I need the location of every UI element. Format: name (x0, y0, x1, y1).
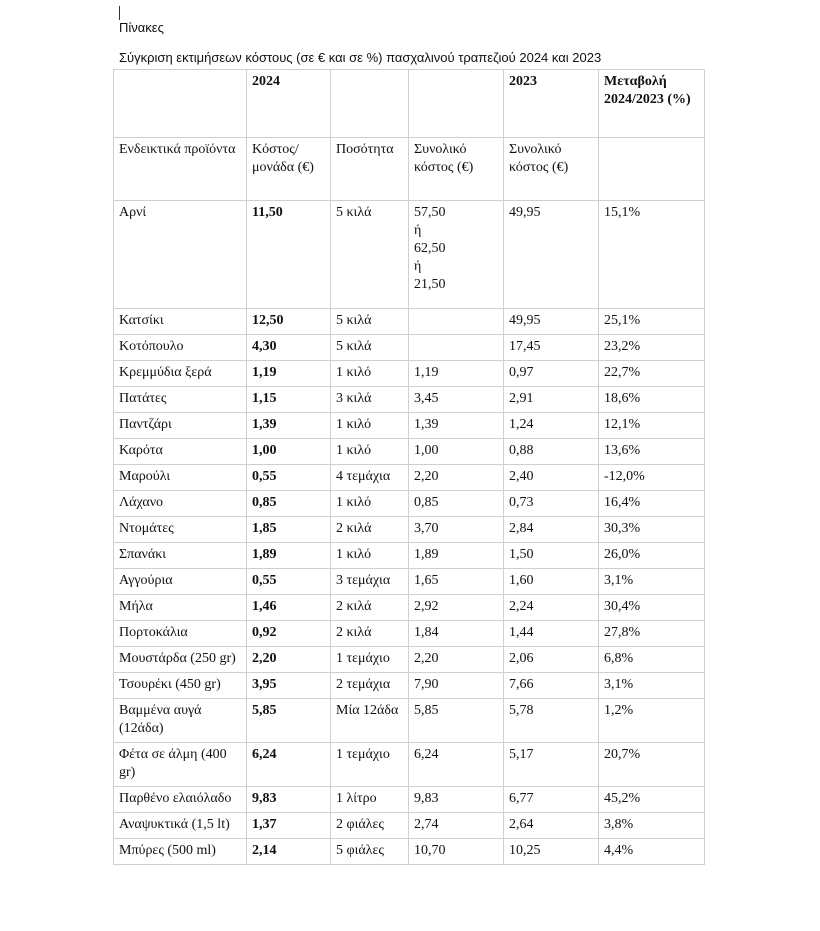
change-cell: 6,8% (599, 647, 705, 673)
table-row (114, 543, 705, 569)
total-2024-cell: 2,20 (409, 465, 504, 491)
total-2024-cell: 1,19 (409, 361, 504, 387)
table-row (114, 201, 705, 309)
total-2023-cell: 0,88 (504, 439, 599, 465)
header-cell (409, 70, 504, 138)
change-cell: 45,2% (599, 787, 705, 813)
table-row (114, 839, 705, 865)
cost-comparison-table (113, 69, 705, 865)
total-2024-cell: 9,83 (409, 787, 504, 813)
quantity-cell: 3 κιλά (331, 387, 409, 413)
column-header-product: Ενδεικτικά προϊόντα (114, 138, 247, 201)
table-row (114, 621, 705, 647)
total-2024-cell: 2,92 (409, 595, 504, 621)
product-cell: Λάχανο (114, 491, 247, 517)
product-cell: Παρθένο ελαιόλαδο (114, 787, 247, 813)
total-2023-cell: 2,84 (504, 517, 599, 543)
change-cell: 25,1% (599, 309, 705, 335)
change-cell: 20,7% (599, 743, 705, 787)
total-2024-cell (409, 309, 504, 335)
total-2023-cell: 1,50 (504, 543, 599, 569)
quantity-cell: 3 τεμάχια (331, 569, 409, 595)
total-2023-cell: 17,45 (504, 335, 599, 361)
quantity-cell: 1 κιλό (331, 491, 409, 517)
table-row (114, 813, 705, 839)
product-cell: Μαρούλι (114, 465, 247, 491)
table-row (114, 413, 705, 439)
total-2023-cell: 7,66 (504, 673, 599, 699)
quantity-cell: 5 κιλά (331, 309, 409, 335)
unit-cost-cell: 4,30 (247, 335, 331, 361)
header-cell-2023: 2023 (504, 70, 599, 138)
change-cell: 27,8% (599, 621, 705, 647)
table-column-header-row (114, 138, 705, 201)
table-row (114, 335, 705, 361)
table-row (114, 699, 705, 743)
change-cell: 18,6% (599, 387, 705, 413)
total-2024-cell: 2,74 (409, 813, 504, 839)
table-row (114, 569, 705, 595)
product-cell: Μπύρες (500 ml) (114, 839, 247, 865)
total-2024-cell: 1,89 (409, 543, 504, 569)
product-cell: Σπανάκι (114, 543, 247, 569)
quantity-cell: 1 τεμάχιο (331, 743, 409, 787)
change-cell: 16,4% (599, 491, 705, 517)
table-row (114, 361, 705, 387)
unit-cost-cell: 2,20 (247, 647, 331, 673)
column-header-total-2023: Συνολικό κόστος (€) (504, 138, 599, 201)
change-cell: 26,0% (599, 543, 705, 569)
total-2024-cell: 3,70 (409, 517, 504, 543)
product-cell: Παντζάρι (114, 413, 247, 439)
product-cell: Τσουρέκι (450 gr) (114, 673, 247, 699)
total-2023-cell: 10,25 (504, 839, 599, 865)
table-row (114, 743, 705, 787)
total-2024-cell: 1,84 (409, 621, 504, 647)
unit-cost-cell: 11,50 (247, 201, 331, 309)
total-2023-cell: 2,40 (504, 465, 599, 491)
total-2023-cell: 0,97 (504, 361, 599, 387)
change-cell: 13,6% (599, 439, 705, 465)
table-row (114, 595, 705, 621)
unit-cost-cell: 0,55 (247, 465, 331, 491)
total-2023-cell: 1,44 (504, 621, 599, 647)
unit-cost-cell: 5,85 (247, 699, 331, 743)
total-2024-cell: 5,85 (409, 699, 504, 743)
header-cell (114, 70, 247, 138)
table-row (114, 491, 705, 517)
total-2023-cell: 5,17 (504, 743, 599, 787)
unit-cost-cell: 1,85 (247, 517, 331, 543)
quantity-cell: 1 κιλό (331, 413, 409, 439)
unit-cost-cell: 1,37 (247, 813, 331, 839)
total-2023-cell: 2,91 (504, 387, 599, 413)
product-cell: Κοτόπουλο (114, 335, 247, 361)
quantity-cell: 1 τεμάχιο (331, 647, 409, 673)
header-cell-2024: 2024 (247, 70, 331, 138)
quantity-cell: 5 κιλά (331, 201, 409, 309)
total-2024-or: ή (414, 223, 422, 238)
change-cell: 4,4% (599, 839, 705, 865)
column-header-change (599, 138, 705, 201)
column-header-quantity: Ποσότητα (331, 138, 409, 201)
product-cell: Μήλα (114, 595, 247, 621)
unit-cost-cell: 0,85 (247, 491, 331, 517)
quantity-cell: 1 κιλό (331, 543, 409, 569)
header-cell-change: Μεταβολή 2024/2023 (%) (599, 70, 705, 138)
quantity-cell: 5 φιάλες (331, 839, 409, 865)
change-cell: 1,2% (599, 699, 705, 743)
total-2023-cell: 2,06 (504, 647, 599, 673)
product-cell: Αρνί (114, 201, 247, 309)
table-caption: Σύγκριση εκτιμήσεων κόστους (σε € και σε %) πασχαλινού τραπεζιού 2024 και 2023 (119, 50, 602, 65)
total-2024-cell: 1,39 (409, 413, 504, 439)
quantity-cell: 2 κιλά (331, 595, 409, 621)
total-2023-cell: 49,95 (504, 309, 599, 335)
product-cell: Πατάτες (114, 387, 247, 413)
table-row (114, 787, 705, 813)
total-2024-cell: 1,00 (409, 439, 504, 465)
product-cell: Βαμμένα αυγά (12άδα) (114, 699, 247, 743)
unit-cost-cell: 2,14 (247, 839, 331, 865)
unit-cost-cell: 9,83 (247, 787, 331, 813)
total-2024-cell: 10,70 (409, 839, 504, 865)
total-2024-cell: 3,45 (409, 387, 504, 413)
quantity-cell: 1 λίτρο (331, 787, 409, 813)
table-row (114, 439, 705, 465)
column-header-total-2024: Συνολικό κόστος (€) (409, 138, 504, 201)
product-cell: Αναψυκτικά (1,5 lt) (114, 813, 247, 839)
header-cell (331, 70, 409, 138)
unit-cost-cell: 3,95 (247, 673, 331, 699)
table-row (114, 517, 705, 543)
column-header-unit-cost: Κόστος/ μονάδα (€) (247, 138, 331, 201)
product-cell: Αγγούρια (114, 569, 247, 595)
quantity-cell: 5 κιλά (331, 335, 409, 361)
total-2023-cell: 2,64 (504, 813, 599, 839)
table-row (114, 309, 705, 335)
total-2024-cell (409, 335, 504, 361)
product-cell: Ντομάτες (114, 517, 247, 543)
table-row (114, 673, 705, 699)
total-2024-option: 21,50 (414, 277, 446, 292)
change-cell: 3,1% (599, 569, 705, 595)
unit-cost-cell: 1,00 (247, 439, 331, 465)
total-2024-cell: 2,20 (409, 647, 504, 673)
change-cell: 3,1% (599, 673, 705, 699)
total-2024-option: 57,50 (414, 205, 446, 220)
quantity-cell: 2 κιλά (331, 517, 409, 543)
quantity-cell: 1 κιλό (331, 439, 409, 465)
total-2024-cell: 7,90 (409, 673, 504, 699)
section-heading: Πίνακες (119, 20, 164, 35)
unit-cost-cell: 0,92 (247, 621, 331, 647)
total-2023-cell: 49,95 (504, 201, 599, 309)
product-cell: Καρότα (114, 439, 247, 465)
unit-cost-cell: 6,24 (247, 743, 331, 787)
change-cell: 12,1% (599, 413, 705, 439)
table-row (114, 465, 705, 491)
quantity-cell: Μία 12άδα (331, 699, 409, 743)
product-cell: Κατσίκι (114, 309, 247, 335)
unit-cost-cell: 12,50 (247, 309, 331, 335)
table-year-header-row (114, 70, 705, 138)
table-row (114, 387, 705, 413)
change-cell: 30,4% (599, 595, 705, 621)
unit-cost-cell: 1,46 (247, 595, 331, 621)
quantity-cell: 1 κιλό (331, 361, 409, 387)
unit-cost-cell: 0,55 (247, 569, 331, 595)
product-cell: Φέτα σε άλμη (400 gr) (114, 743, 247, 787)
total-2023-cell: 2,24 (504, 595, 599, 621)
change-cell: 3,8% (599, 813, 705, 839)
product-cell: Μουστάρδα (250 gr) (114, 647, 247, 673)
quantity-cell: 2 κιλά (331, 621, 409, 647)
table-row (114, 647, 705, 673)
total-2024-cell: 6,24 (409, 743, 504, 787)
total-2023-cell: 6,77 (504, 787, 599, 813)
total-2024-cell (409, 201, 504, 309)
total-2023-cell: 0,73 (504, 491, 599, 517)
total-2024-option: 62,50 (414, 241, 446, 256)
change-cell: -12,0% (599, 465, 705, 491)
unit-cost-cell: 1,15 (247, 387, 331, 413)
unit-cost-cell: 1,39 (247, 413, 331, 439)
total-2023-cell: 5,78 (504, 699, 599, 743)
product-cell: Κρεμμύδια ξερά (114, 361, 247, 387)
change-cell: 15,1% (599, 201, 705, 309)
change-cell: 22,7% (599, 361, 705, 387)
total-2024-or: ή (414, 259, 422, 274)
total-2023-cell: 1,60 (504, 569, 599, 595)
unit-cost-cell: 1,89 (247, 543, 331, 569)
unit-cost-cell: 1,19 (247, 361, 331, 387)
product-cell: Πορτοκάλια (114, 621, 247, 647)
text-cursor (119, 6, 120, 20)
total-2023-cell: 1,24 (504, 413, 599, 439)
quantity-cell: 2 τεμάχια (331, 673, 409, 699)
quantity-cell: 2 φιάλες (331, 813, 409, 839)
change-cell: 30,3% (599, 517, 705, 543)
total-2024-cell: 0,85 (409, 491, 504, 517)
quantity-cell: 4 τεμάχια (331, 465, 409, 491)
total-2024-cell: 1,65 (409, 569, 504, 595)
change-cell: 23,2% (599, 335, 705, 361)
